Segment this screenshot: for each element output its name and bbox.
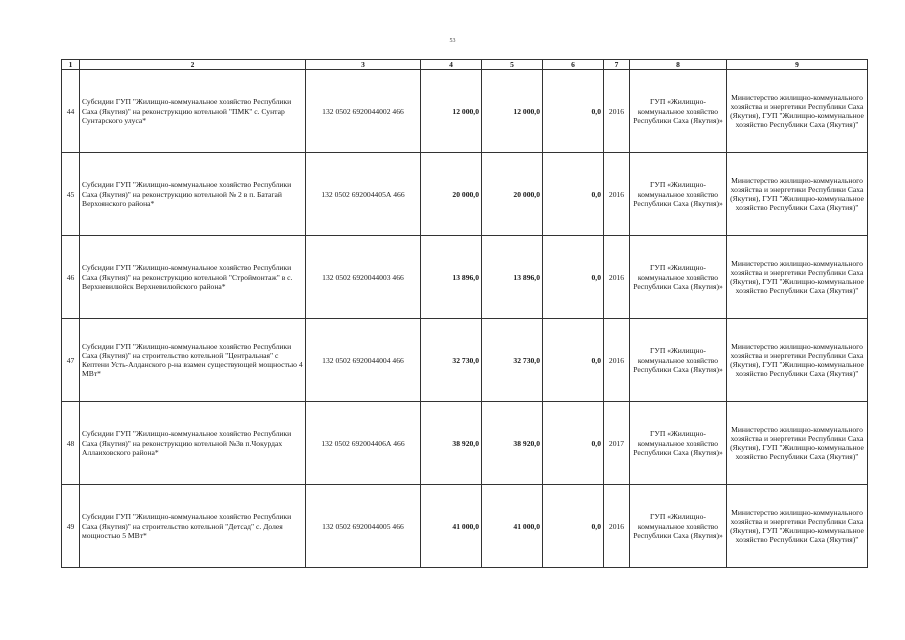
table-row [62,402,868,485]
column-header: 7 [604,60,630,70]
row-customer: Министерство жилищно-коммунального хозяйства и энергетики Республики Саха (Якутия), ГУП "Жилищно-коммунальное хозяйство Республики Саха (Якутия)" [727,402,868,485]
row-amount-2: 13 896,0 [482,236,543,319]
row-executor: ГУП «Жилищно-коммунальное хозяйство Республики Саха (Якутия)» [630,485,727,568]
row-description: Субсидии ГУП "Жилищно-коммунальное хозяйство Республики Саха (Якутия)" на реконструкцию котельной "ПМК" с. Сунтар Сунтарского улуса* [80,70,306,153]
column-header: 4 [421,60,482,70]
column-header: 8 [630,60,727,70]
column-header: 6 [543,60,604,70]
row-amount-3: 0,0 [543,319,604,402]
table-row [62,70,868,153]
row-year: 2016 [604,70,630,153]
row-amount-2: 20 000,0 [482,153,543,236]
row-amount-3: 0,0 [543,402,604,485]
column-header: 3 [306,60,421,70]
row-amount-total: 41 000,0 [421,485,482,568]
table-row [62,153,868,236]
header-row [62,60,868,70]
row-description: Субсидии ГУП "Жилищно-коммунальное хозяйство Республики Саха (Якутия)" на реконструкцию котельной "Строймонтаж" в с. Верхневилюйск Верхневилюйского района* [80,236,306,319]
column-header: 1 [62,60,80,70]
row-customer: Министерство жилищно-коммунального хозяйства и энергетики Республики Саха (Якутия), ГУП "Жилищно-коммунальное хозяйство Республики Саха (Якутия)" [727,319,868,402]
row-code: 132 0502 6920044005 466 [306,485,421,568]
row-amount-2: 32 730,0 [482,319,543,402]
table-row [62,236,868,319]
row-description: Субсидии ГУП "Жилищно-коммунальное хозяйство Республики Саха (Якутия)" на реконструкцию котельной №3в п.Чокурдах Аллаиховского района* [80,402,306,485]
row-amount-3: 0,0 [543,153,604,236]
row-amount-total: 12 000,0 [421,70,482,153]
page-number: 53 [449,38,456,44]
row-year: 2016 [604,319,630,402]
row-number: 44 [62,70,80,153]
row-number: 45 [62,153,80,236]
row-executor: ГУП «Жилищно-коммунальное хозяйство Республики Саха (Якутия)» [630,402,727,485]
row-amount-3: 0,0 [543,485,604,568]
row-amount-total: 13 896,0 [421,236,482,319]
row-code: 132 0502 692004406А 466 [306,402,421,485]
row-executor: ГУП «Жилищно-коммунальное хозяйство Республики Саха (Якутия)» [630,236,727,319]
row-executor: ГУП «Жилищно-коммунальное хозяйство Республики Саха (Якутия)» [630,319,727,402]
row-amount-total: 32 730,0 [421,319,482,402]
row-year: 2017 [604,402,630,485]
row-amount-total: 38 920,0 [421,402,482,485]
row-amount-2: 12 000,0 [482,70,543,153]
column-header: 9 [727,60,868,70]
column-header: 5 [482,60,543,70]
row-year: 2016 [604,485,630,568]
row-year: 2016 [604,236,630,319]
table-row [62,485,868,568]
row-description: Субсидии ГУП "Жилищно-коммунальное хозяйство Республики Саха (Якутия)" на строительство котельной "Детсад" с. Долея мощностью 5 МВт* [80,485,306,568]
row-code: 132 0502 6920044004 466 [306,319,421,402]
row-customer: Министерство жилищно-коммунального хозяйства и энергетики Республики Саха (Якутия), ГУП "Жилищно-коммунальное хозяйство Республики Саха (Якутия)" [727,236,868,319]
row-customer: Министерство жилищно-коммунального хозяйства и энергетики Республики Саха (Якутия), ГУП "Жилищно-коммунальное хозяйство Республики Саха (Якутия)" [727,485,868,568]
row-customer: Министерство жилищно-коммунального хозяйства и энергетики Республики Саха (Якутия), ГУП "Жилищно-коммунальное хозяйство Республики Саха (Якутия)" [727,70,868,153]
row-number: 49 [62,485,80,568]
row-customer: Министерство жилищно-коммунального хозяйства и энергетики Республики Саха (Якутия), ГУП "Жилищно-коммунальное хозяйство Республики Саха (Якутия)" [727,153,868,236]
row-number: 47 [62,319,80,402]
row-number: 46 [62,236,80,319]
row-number: 48 [62,402,80,485]
table-row [62,319,868,402]
row-code: 132 0502 6920044002 466 [306,70,421,153]
budget-table [61,59,868,568]
column-header: 2 [80,60,306,70]
row-description: Субсидии ГУП "Жилищно-коммунальное хозяйство Республики Саха (Якутия)" на строительство котельной "Центральная" с Кептени Усть-Алданского р-на взамен существующей мощностью 4 МВт* [80,319,306,402]
row-code: 132 0502 692004405А 466 [306,153,421,236]
row-executor: ГУП «Жилищно-коммунальное хозяйство Республики Саха (Якутия)» [630,153,727,236]
row-year: 2016 [604,153,630,236]
row-amount-2: 38 920,0 [482,402,543,485]
row-code: 132 0502 6920044003 466 [306,236,421,319]
row-executor: ГУП «Жилищно-коммунальное хозяйство Республики Саха (Якутия)» [630,70,727,153]
row-amount-2: 41 000,0 [482,485,543,568]
row-amount-3: 0,0 [543,70,604,153]
row-amount-3: 0,0 [543,236,604,319]
row-amount-total: 20 000,0 [421,153,482,236]
row-description: Субсидии ГУП "Жилищно-коммунальное хозяйство Республики Саха (Якутия)" на реконструкцию котельной № 2 в п. Батагай Верхоянского района* [80,153,306,236]
